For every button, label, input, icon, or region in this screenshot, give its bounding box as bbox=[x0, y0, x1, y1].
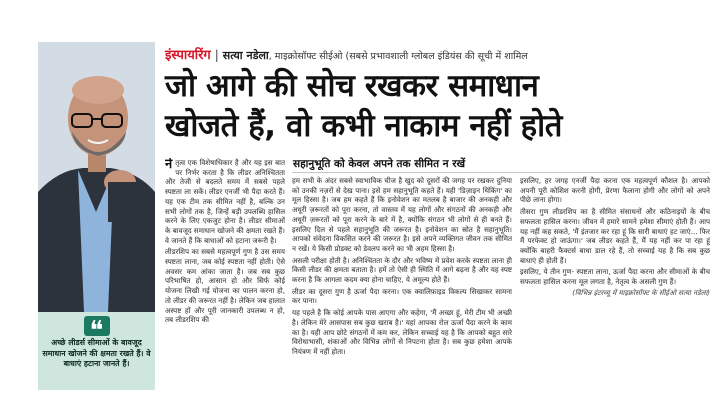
column-2-paragraph-4: यह पहले है कि कोई आपके पास आएगा और कहेगा, 'मैं अच्छा हूं, मेरी टीम भी अच्छी है। लेकिन मेरे आसपास सब कुछ खराब है।' यहां आपका रोल ऊर्जा पैदा करने के काम का है। यही आप छोटे संगठनों में कम कर, लेकिन सच्चाई यह है कि आपको बहुत सारे विरोधाभासी, शंकाओं और विभिन्न लोगों से निपटना होता है। सब कुछ हमेशा आपके नियंत्रण में नहीं होता। bbox=[292, 308, 512, 356]
subheading: सहानुभूति को केवल अपने तक सीमित न रखें bbox=[293, 158, 466, 170]
dropcap: ने bbox=[165, 158, 173, 172]
column-2-paragraph-3: लीडर का दूसरा गुण है ऊर्जा पैदा करना। एक क्वालिफ़ाइड विकल्प सिखाकर सामना कर पाना। bbox=[292, 286, 512, 306]
kicker-line bbox=[165, 44, 705, 62]
column-3-paragraph-2: तीसरा गुण लीडरशिप का है सीमित संसाधनों और कठिनाइयों के बीच सफलता हासिल करना। जीवन में हमारे सामने हमेशा सीमाएं होती हैं। आप यह नहीं कह सकते, 'मैं इंतजार कर रहा हूं कि सारी बाधाएं हट जाएं... फिर मैं परफेक्ट हो जाऊंगा।' जब लीडर कहते हैं, मैं यह नहीं कर पा रहा हूं क्योंकि बाहरी फैक्टर्स बाधा डाल रहे हैं, तो सच्चाई यह है कि सब कुछ बाधाएं ही होती हैं। bbox=[520, 207, 710, 265]
pull-quote-box bbox=[38, 312, 155, 390]
column-2-paragraph-2: असली परीक्षा होती है। अनिश्चितता के दौर और भविष्य में प्रवेश करके स्पष्टता लाना ही किसी लीडर की क्षमता बताता है। हमें तो ऐसी ही स्थिति में आगे बढ़ना है और यह स्पष्ट करना है कि आगला कदम क्या होना चाहिए, ये अमूल्य होते हैं। bbox=[292, 255, 512, 285]
article-column-3 bbox=[520, 176, 710, 388]
pull-quote-text: अच्छे लीडर्स सीमाओं के बावजूद समाधान खोजने की क्षमता रखते हैं। वे बाधाएं हटाना जानते हैं। bbox=[42, 338, 151, 368]
portrait-photo bbox=[38, 42, 155, 312]
headline-line-1: जो आगे की सोच रखकर समाधान bbox=[165, 68, 539, 104]
column-3-paragraph-3: इसलिए, ये तीन गुण- स्पष्टता लाना, ऊर्जा पैदा करना और सीमाओं के बीच सफलता हासिल करना मूल लगता है, नेतृत्व के असली गुण हैं। bbox=[520, 267, 710, 287]
kicker-separator: | bbox=[214, 48, 219, 62]
column-1-para-1-text: तृत्व एक विशेषाधिकार है और यह इस बात पर निर्भर करता है कि लीडर अनिश्चितता और तेजी से बदलते समय में सबसे पहले स्पष्टता ला सकें। लीडर एनर्जी भी पैदा करते हैं। यह एक टीम तक सीमित नहीं है, बल्कि उन सभी लोगों तक है, जिन्हें बड़ी उपलब्धि हासिल करने के लिए एकजुट होना है। लीडर सीमाओं के बावजूद समाधान खोजने की क्षमता रखते हैं। वे जानते हैं कि बाधाओं को हटाना जरूरी है। bbox=[165, 158, 285, 245]
headline bbox=[165, 66, 705, 146]
headline-line-2: खोजते हैं, वो कभी नाकाम नहीं होते bbox=[165, 108, 563, 144]
person-illustration bbox=[38, 42, 155, 312]
person-description: , माइक्रोसॉफ्ट सीईओ (सबसे प्रभावशाली ग्लोबल इंडियंस की सूची में शामिल bbox=[268, 51, 528, 62]
subheading-divider bbox=[292, 172, 710, 173]
person-name: सत्या नडेला bbox=[222, 49, 269, 62]
column-1-paragraph-2: लीडरशिप का सबसे महत्वपूर्ण गुण है उस समय स्पष्टता लाना, जब कोई स्पष्टता नहीं होती। ऐसे अवसर कम आंका जाता है। जब सब कुछ परिभाषित हो, आसान हो और सिर्फ कोई योजना लिखी गई योजना का पालन करना हो, तो लीडर की जरूरत नहीं है। लेकिन जब हालात अस्पष्ट हों और पूरी जानकारी उपलब्ध न हो, तब लीडरशिप की bbox=[165, 247, 285, 325]
quote-mark-icon: ❝ bbox=[84, 316, 110, 336]
section-tag: इंस्पायरिंग bbox=[165, 48, 211, 63]
article-column-1 bbox=[165, 158, 285, 390]
article-column-2 bbox=[292, 176, 512, 388]
source-credit: (विभिन्न इंटरव्यू में माइक्रोसॉफ्ट के सीईओ सत्या नडेला) bbox=[572, 288, 710, 297]
column-2-paragraph-1: हम सभी के अंदर सबसे स्वाभाविक चीज है खुद को दूसरों की जगह पर रखकर दुनिया को उनकी नज़रों से देख पाना। इसे हम सहानुभूति कहते हैं। यही 'डिज़ाइन थिंकिंग' का मूल हिस्सा है। जब हम कहते हैं कि इनोवेशन का मतलब है बाजार की अनकही और अधूरी ज़रूरतों को पूरा करना, तो वास्तव में यह लोगों और संगठनों की अनकही और अधूरी ज़रूरतों को पूरा करने के बारे में है, क्योंकि संगठन भी लोगों से ही बनते हैं। इसलिए दिल से पहले सहानुभूति की जरूरत है। इनोवेशन का स्रोत है सहानुभूति। आपको संवेदना विकसित करने की जरूरत है। इसे अपने व्यक्तिगत जीवन तक सीमित न रखें। ये किसी प्रोडक्ट को डेवलप करने का भी अहम हिस्सा है। bbox=[292, 176, 512, 253]
column-3-paragraph-1: इसलिए, हर जगह एनर्जी पैदा करना एक महत्वपूर्ण कौशल है। आपको अपनी पूरी कोशिश करनी होगी, प्रेरणा फैलाना होगी और लोगों को अपने पीछे लाना होगा। bbox=[520, 176, 710, 205]
column-1-paragraph-1 bbox=[165, 158, 285, 245]
